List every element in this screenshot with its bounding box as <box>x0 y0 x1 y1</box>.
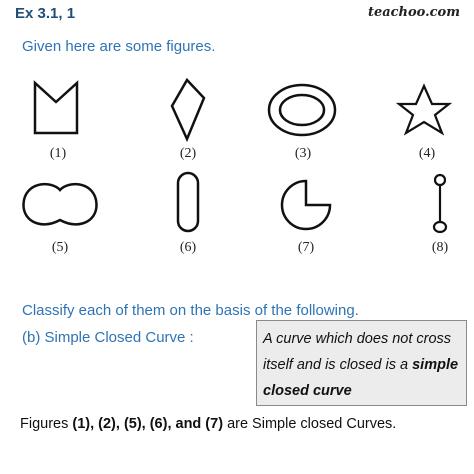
figure-7-label: (7) <box>297 240 315 255</box>
definition-emphasis-closed-curve: closed curve <box>263 383 352 399</box>
figure-5-label: (5) <box>51 240 69 255</box>
figure-4-shape <box>396 82 452 138</box>
definition-emphasis-simple: simple <box>412 357 459 373</box>
definition-line-3 <box>263 378 460 404</box>
figure-7-shape <box>276 175 336 235</box>
figure-3-label: (3) <box>294 146 312 161</box>
answer-text <box>20 416 396 432</box>
figure-5-shape <box>18 178 104 234</box>
definition-line-2 <box>263 352 460 378</box>
instruction-text: Classify each of them on the basis of the following. <box>22 302 359 319</box>
definition-box <box>256 320 467 406</box>
answer-suffix: are Simple closed Curves. <box>223 416 397 432</box>
figure-3-shape <box>264 80 340 140</box>
figure-8-label: (8) <box>431 240 449 255</box>
figure-6-shape <box>173 170 203 234</box>
figure-8-shape <box>428 172 452 236</box>
answer-prefix: Figures <box>20 416 73 432</box>
figure-2-label: (2) <box>179 146 197 161</box>
figure-1-label: (1) <box>49 146 67 161</box>
figure-4-label: (4) <box>418 146 436 161</box>
answer-figure-list: (1), (2), (5), (6), and (7) <box>72 416 224 432</box>
intro-text: Given here are some figures. <box>22 38 216 55</box>
figure-2-shape <box>162 76 212 144</box>
part-b-label: (b) Simple Closed Curve : <box>22 329 194 346</box>
figure-1-shape <box>30 78 82 138</box>
brand-logo: teachoo.com <box>367 5 460 20</box>
definition-line-2-text: itself and is closed is a <box>263 357 413 373</box>
definition-line-1: A curve which does not cross <box>263 331 452 347</box>
figure-6-label: (6) <box>179 240 197 255</box>
exercise-title: Ex 3.1, 1 <box>15 5 76 22</box>
